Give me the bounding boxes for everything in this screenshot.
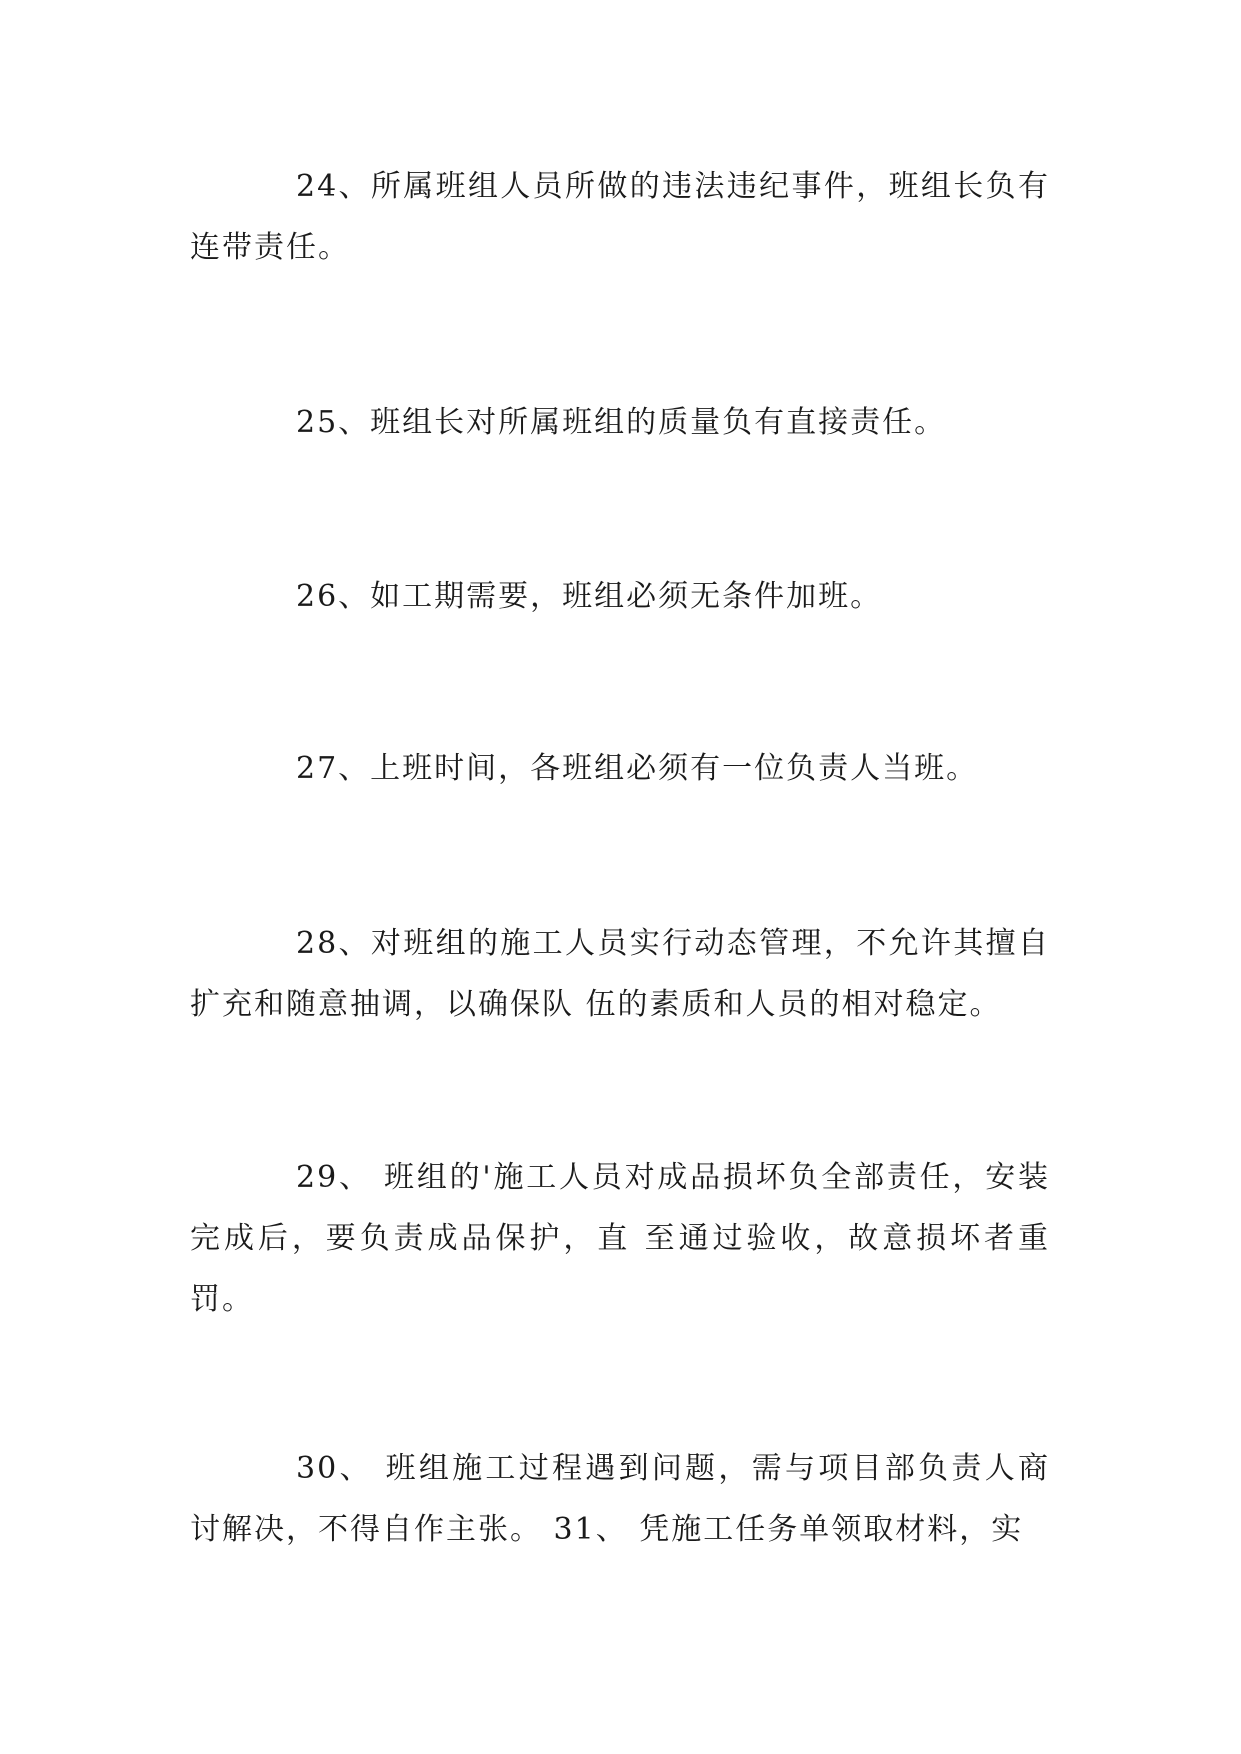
paragraph-27: 27、上班时间，各班组必须有一位负责人当班。: [296, 751, 979, 786]
paragraph-24: 24、所属班组人员所做的违法违纪事件，班组长负有连带责任。: [190, 169, 1050, 265]
paragraph-26: 26、如工期需要，班组必须无条件加班。: [296, 579, 883, 614]
paragraph-29: 29、 班组的'施工人员对成品损坏负全部责任，安装完成后，要负责成品保护，直 至通过验收，故意损坏者重罚。: [190, 1160, 1050, 1317]
paragraph-28: 28、对班组的施工人员实行动态管理，不允许其擅自扩充和随意抽调，以确保队 伍的素质和人员的相对稳定。: [190, 926, 1050, 1022]
paragraph-25: 25、班组长对所属班组的质量负有直接责任。: [296, 405, 947, 440]
paragraph-30: 30、 班组施工过程遇到问题，需与项目部负责人商讨解决，不得自作主张。 31、 凭施工任务单领取材料，实: [190, 1451, 1050, 1547]
